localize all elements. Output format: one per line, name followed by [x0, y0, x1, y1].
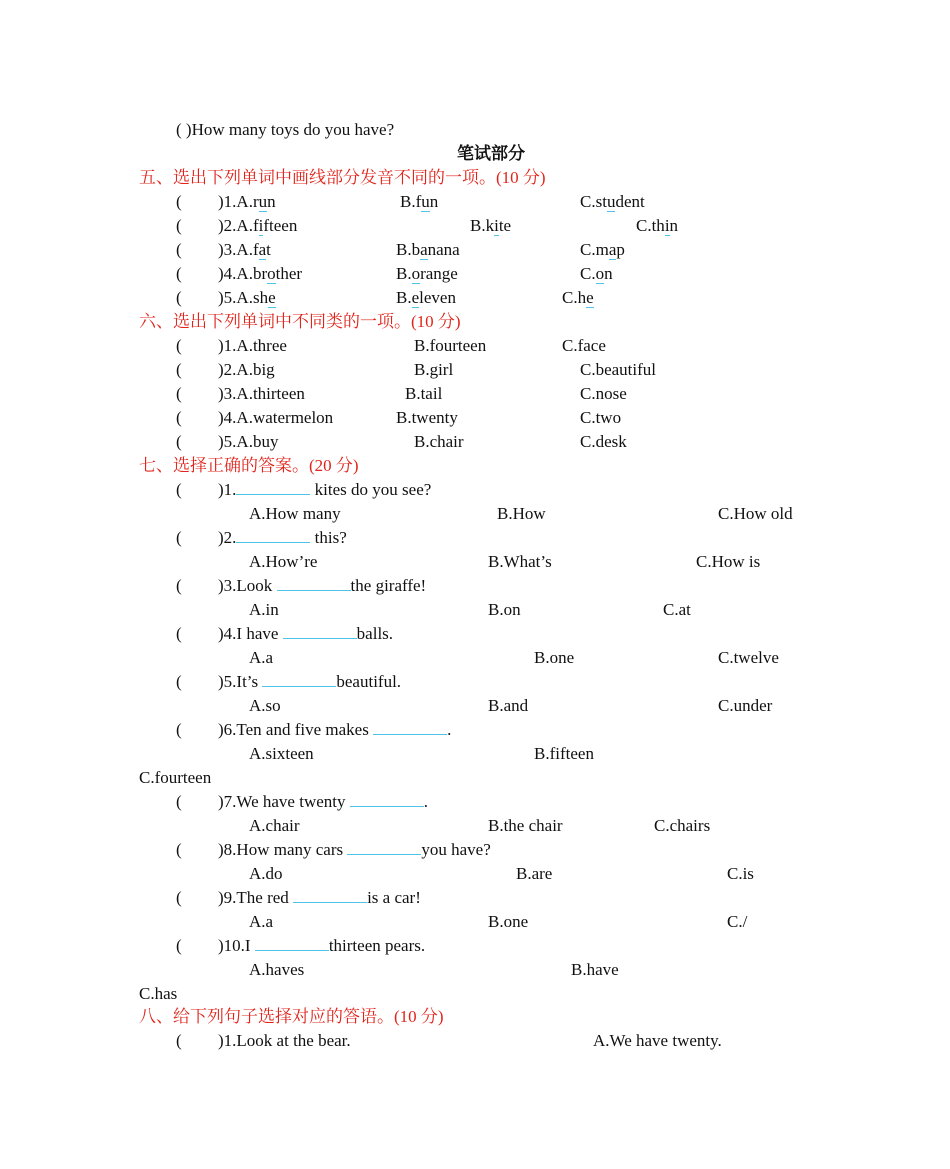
option-a: )2.A.big: [218, 360, 275, 379]
question-stem: )4.I have balls.: [218, 624, 394, 643]
option-b: B.orange: [396, 264, 458, 283]
option-a: )1.A.run: [218, 192, 276, 211]
paren: (: [176, 792, 182, 811]
paren: (: [176, 480, 182, 499]
option-a: )4.A.brother: [218, 264, 303, 283]
option-c: C.thin: [636, 216, 679, 235]
option-c: C.at: [663, 600, 691, 619]
option-b: B.eleven: [396, 288, 456, 307]
option-a: A.a: [249, 648, 274, 667]
option-c: C.desk: [580, 432, 627, 451]
option-a: )1.A.three: [218, 336, 287, 355]
option-b: B.banana: [396, 240, 460, 259]
answer-blank[interactable]: [293, 887, 367, 903]
option-b: B.kite: [470, 216, 512, 235]
option-c: C.chairs: [654, 816, 711, 835]
option-a: A.in: [249, 600, 279, 619]
option-a: )2.A.fifteen: [218, 216, 298, 235]
paren: (: [176, 672, 182, 691]
option-b: B.twenty: [396, 408, 458, 427]
option-a: A.How’re: [249, 552, 318, 571]
option-b: B.on: [488, 600, 521, 619]
option-c: C.he: [562, 288, 594, 307]
section-heading-written: 笔试部分: [457, 144, 525, 163]
option-a: A.so: [249, 696, 281, 715]
option-b: B.fourteen: [414, 336, 487, 355]
option-a: A.haves: [249, 960, 305, 979]
option-c: C.face: [562, 336, 606, 355]
question-stem: )5.It’s beautiful.: [218, 672, 402, 691]
option-b: B.one: [488, 912, 529, 931]
option-b: B.the chair: [488, 816, 563, 835]
paren: (: [176, 624, 182, 643]
paren: (: [176, 240, 182, 259]
option-c: C.beautiful: [580, 360, 657, 379]
option-c: C.map: [580, 240, 625, 259]
option-a: )5.A.buy: [218, 432, 279, 451]
question-stem: )2. this?: [218, 528, 347, 547]
option-a: A.chair: [249, 816, 300, 835]
option-a: )5.A.she: [218, 288, 276, 307]
question-item: ( )How many toys do you have?: [176, 120, 395, 139]
option-a: )3.A.fat: [218, 240, 271, 259]
paren: (: [176, 528, 182, 547]
question-stem: )6.Ten and five makes .: [218, 720, 452, 739]
answer-blank[interactable]: [236, 479, 310, 495]
paren: (: [176, 936, 182, 955]
paren: (: [176, 360, 182, 379]
paren: (: [176, 336, 182, 355]
section-title-8: 八、给下列句子选择对应的答语。(10 分): [139, 1007, 444, 1026]
option-c: C.twelve: [718, 648, 779, 667]
question-stem: )1. kites do you see?: [218, 480, 432, 499]
section-title-7: 七、选择正确的答案。(20 分): [139, 456, 359, 475]
question-stem: )3.Look the giraffe!: [218, 576, 427, 595]
section-title-6: 六、选出下列单词中不同类的一项。(10 分): [139, 312, 461, 331]
option-b: B.tail: [405, 384, 443, 403]
option-c: C.is: [727, 864, 754, 883]
option-b: B.How: [497, 504, 546, 523]
paren: (: [176, 192, 182, 211]
option-b: B.and: [488, 696, 529, 715]
option-a: A.do: [249, 864, 283, 883]
paren: (: [176, 384, 182, 403]
question-stem: )1.Look at the bear.: [218, 1031, 351, 1050]
question-stem: )9.The red is a car!: [218, 888, 421, 907]
option-b: B.What’s: [488, 552, 552, 571]
answer-blank[interactable]: [236, 527, 310, 543]
option-c: C.How old: [718, 504, 793, 523]
paren: (: [176, 216, 182, 235]
option-a: A.a: [249, 912, 274, 931]
option-c: C.nose: [580, 384, 627, 403]
option-b: B.chair: [414, 432, 464, 451]
option-b: B.one: [534, 648, 575, 667]
answer-blank[interactable]: [373, 719, 447, 735]
paren: (: [176, 720, 182, 739]
answer-blank[interactable]: [283, 623, 357, 639]
option-c: C.student: [580, 192, 645, 211]
question-stem: )7.We have twenty .: [218, 792, 428, 811]
paren: (: [176, 264, 182, 283]
paren: (: [176, 1031, 182, 1050]
option-b: B.have: [571, 960, 619, 979]
option-c: C.How is: [696, 552, 761, 571]
option-a: )3.A.thirteen: [218, 384, 305, 403]
option-c: C.has: [139, 984, 178, 1003]
section-title-5: 五、选出下列单词中画线部分发音不同的一项。(10 分): [139, 168, 546, 187]
option-b: B.girl: [414, 360, 454, 379]
answer-blank[interactable]: [255, 935, 329, 951]
option-a: A.How many: [249, 504, 341, 523]
option-c: C.two: [580, 408, 622, 427]
option-c: C.fourteen: [139, 768, 212, 787]
option-b: B.are: [516, 864, 553, 883]
option-b: B.fifteen: [534, 744, 594, 763]
paren: (: [176, 888, 182, 907]
paren: (: [176, 288, 182, 307]
option-b: B.fun: [400, 192, 439, 211]
option-a: A.sixteen: [249, 744, 314, 763]
paren: (: [176, 432, 182, 451]
paren: (: [176, 840, 182, 859]
option-c: C.on: [580, 264, 613, 283]
answer-blank[interactable]: [350, 791, 424, 807]
question-stem: )8.How many cars you have?: [218, 840, 491, 859]
paren: (: [176, 576, 182, 595]
answer-blank[interactable]: [262, 671, 336, 687]
paren: (: [176, 408, 182, 427]
answer-blank[interactable]: [347, 839, 421, 855]
option-c: C.under: [718, 696, 773, 715]
answer-option: A.We have twenty.: [593, 1031, 722, 1050]
option-c: C./: [727, 912, 748, 931]
question-stem: )10.I thirteen pears.: [218, 936, 426, 955]
option-a: )4.A.watermelon: [218, 408, 334, 427]
answer-blank[interactable]: [277, 575, 351, 591]
